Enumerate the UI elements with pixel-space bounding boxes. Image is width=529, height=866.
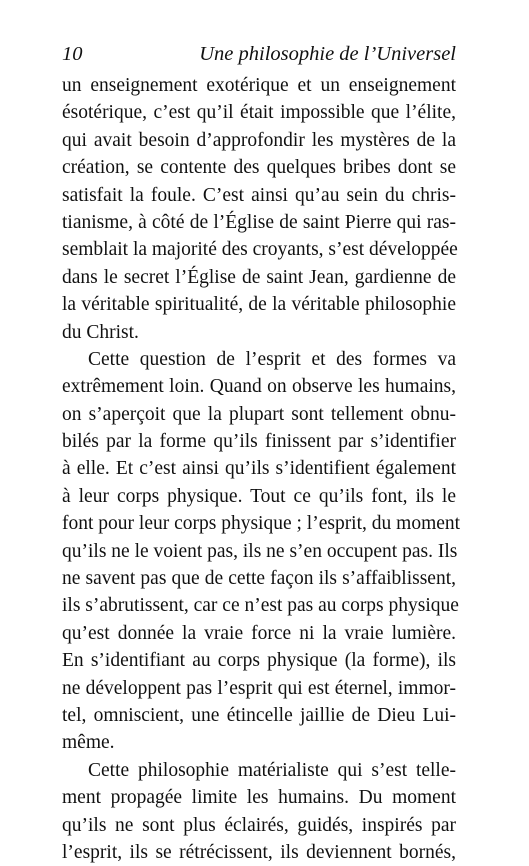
text-line: font pour leur corps physique ; l’esprit, du moment <box>62 513 461 535</box>
text-line: ne développent pas l’esprit qui est éternel, immor- <box>62 677 456 699</box>
text-line: Cette philosophie matérialiste qui s’est telle- <box>88 759 456 781</box>
text-line: un enseignement exotérique et un enseignement <box>62 75 456 96</box>
text-line: semblait la majorité des croyants, s’est développée <box>62 239 458 261</box>
text-line: ésotérique, c’est qu’il était impossible que l’élite, <box>62 102 456 124</box>
text-line: bilés par la forme qu’ils finissent par s’identifier <box>62 431 456 453</box>
text-line: satisfait la foule. C’est ainsi qu’au sein du chris- <box>62 184 456 206</box>
page-number: 10 <box>62 43 83 65</box>
text-line: tianisme, à côté de l’Église de saint Pierre qui ras- <box>62 211 456 233</box>
text-line: l’esprit, ils se rétrécissent, ils deviennent bornés, <box>62 841 456 863</box>
text-line: même. <box>62 732 115 754</box>
text-line: du Christ. <box>62 321 139 343</box>
text-line: création, se contente des quelques bribes dont se <box>62 157 456 179</box>
text-line: tel, omniscient, une étincelle jaillie de Dieu Lui- <box>62 704 456 726</box>
text-line: on s’aperçoit que la plupart sont tellement obnu- <box>62 403 456 425</box>
text-line: qu’est donnée la vraie force ni la vraie lumière. <box>62 622 456 644</box>
text-line: à elle. Et c’est ainsi qu’ils s’identifient également <box>62 458 456 480</box>
text-line: ils s’abrutissent, car ce n’est pas au corps physique <box>62 595 459 617</box>
text-line: En s’identifiant au corps physique (la forme), ils <box>62 650 456 672</box>
text-line: dans le secret l’Église de saint Jean, gardienne de <box>62 266 456 288</box>
text-line: qui avait besoin d’approfondir les mystères de la <box>62 129 456 151</box>
running-title: Une philosophie de l’Universel <box>199 43 456 65</box>
text-line: ne savent pas que de cette façon ils s’affaiblissent, <box>62 568 456 590</box>
text-line: qu’ils ne sont plus éclairés, guidés, inspirés par <box>62 814 456 836</box>
text-line: extrêmement loin. Quand on observe les humains, <box>62 376 456 398</box>
text-line: Cette question de l’esprit et des formes va <box>88 348 456 370</box>
text-line: à leur corps physique. Tout ce qu’ils font, ils le <box>62 485 456 507</box>
text-line: la véritable spiritualité, de la véritable philosophie <box>62 294 456 316</box>
running-header <box>62 40 456 68</box>
book-page <box>62 40 461 866</box>
paragraph-2 <box>62 346 461 757</box>
text-line: qu’ils ne le voient pas, ils ne s’en occupent pas. Ils <box>62 540 458 562</box>
paragraph-1 <box>62 72 456 346</box>
text-line: ment propagée limite les humains. Du moment <box>62 787 456 809</box>
